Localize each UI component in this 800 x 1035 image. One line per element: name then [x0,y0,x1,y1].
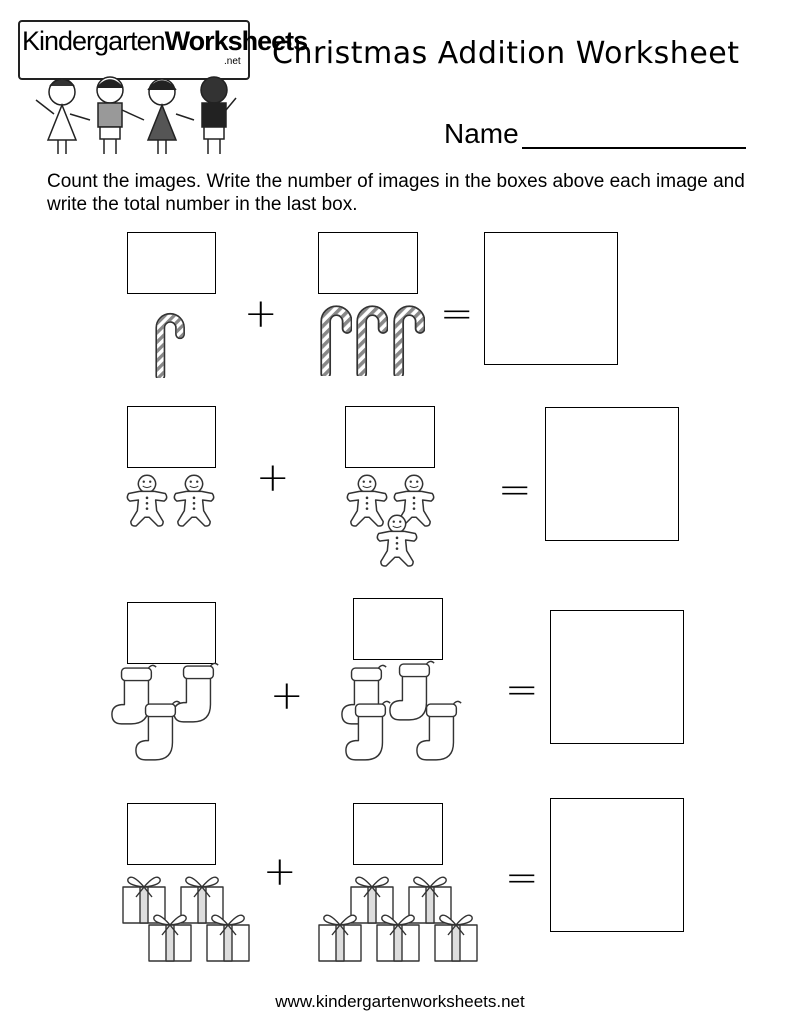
logo-word-kindergarten: Kindergarten [22,26,165,56]
gift-icon [374,910,422,964]
equals-sign-1: = [440,291,474,337]
candy-cane-icon [389,300,425,376]
stocking-icon [134,700,184,762]
gift-icon [204,910,252,964]
answer-box-4-left[interactable] [127,803,216,865]
plus-sign-3: + [270,673,304,719]
answer-box-3-right[interactable] [353,598,443,660]
instructions-text: Count the images. Write the number of images in the boxes above each image and write the total number in the last box. [47,171,745,215]
gift-icon [316,910,364,964]
plus-sign-1: + [244,291,278,337]
answer-box-1-right[interactable] [318,232,418,294]
name-label: Name [444,118,519,149]
answer-box-2-right[interactable] [345,406,435,468]
site-logo[interactable] [18,12,308,157]
candy-cane-icon [316,300,352,376]
logo-text [22,26,307,57]
equals-sign-3: = [505,667,539,713]
answer-box-1-total[interactable] [484,232,618,365]
gingerbread-man-icon [375,512,419,568]
name-write-line[interactable] [522,147,746,149]
answer-box-2-total[interactable] [545,407,679,541]
answer-box-3-total[interactable] [550,610,684,744]
answer-box-4-total[interactable] [550,798,684,932]
candy-cane-icon [352,300,388,376]
stocking-icon [415,700,465,762]
plus-sign-4: + [263,849,297,895]
answer-box-2-left[interactable] [127,406,216,468]
candy-cane-icon [150,308,186,378]
gift-icon [146,910,194,964]
equals-sign-4: = [505,855,539,901]
children-holding-hands-illustration [28,70,238,158]
stocking-icon [344,700,394,762]
gingerbread-man-icon [125,472,169,528]
gingerbread-man-icon [172,472,216,528]
equals-sign-2: = [498,467,532,513]
answer-box-3-left[interactable] [127,602,216,664]
answer-box-1-left[interactable] [127,232,216,294]
logo-suffix: .net [224,56,241,67]
plus-sign-2: + [256,455,290,501]
footer-website-url[interactable]: www.kindergartenworksheets.net [275,992,525,1011]
gift-icon [432,910,480,964]
logo-word-worksheets: Worksheets [164,26,308,56]
worksheet-title: Christmas Addition Worksheet [272,36,740,71]
answer-box-4-right[interactable] [353,803,443,865]
